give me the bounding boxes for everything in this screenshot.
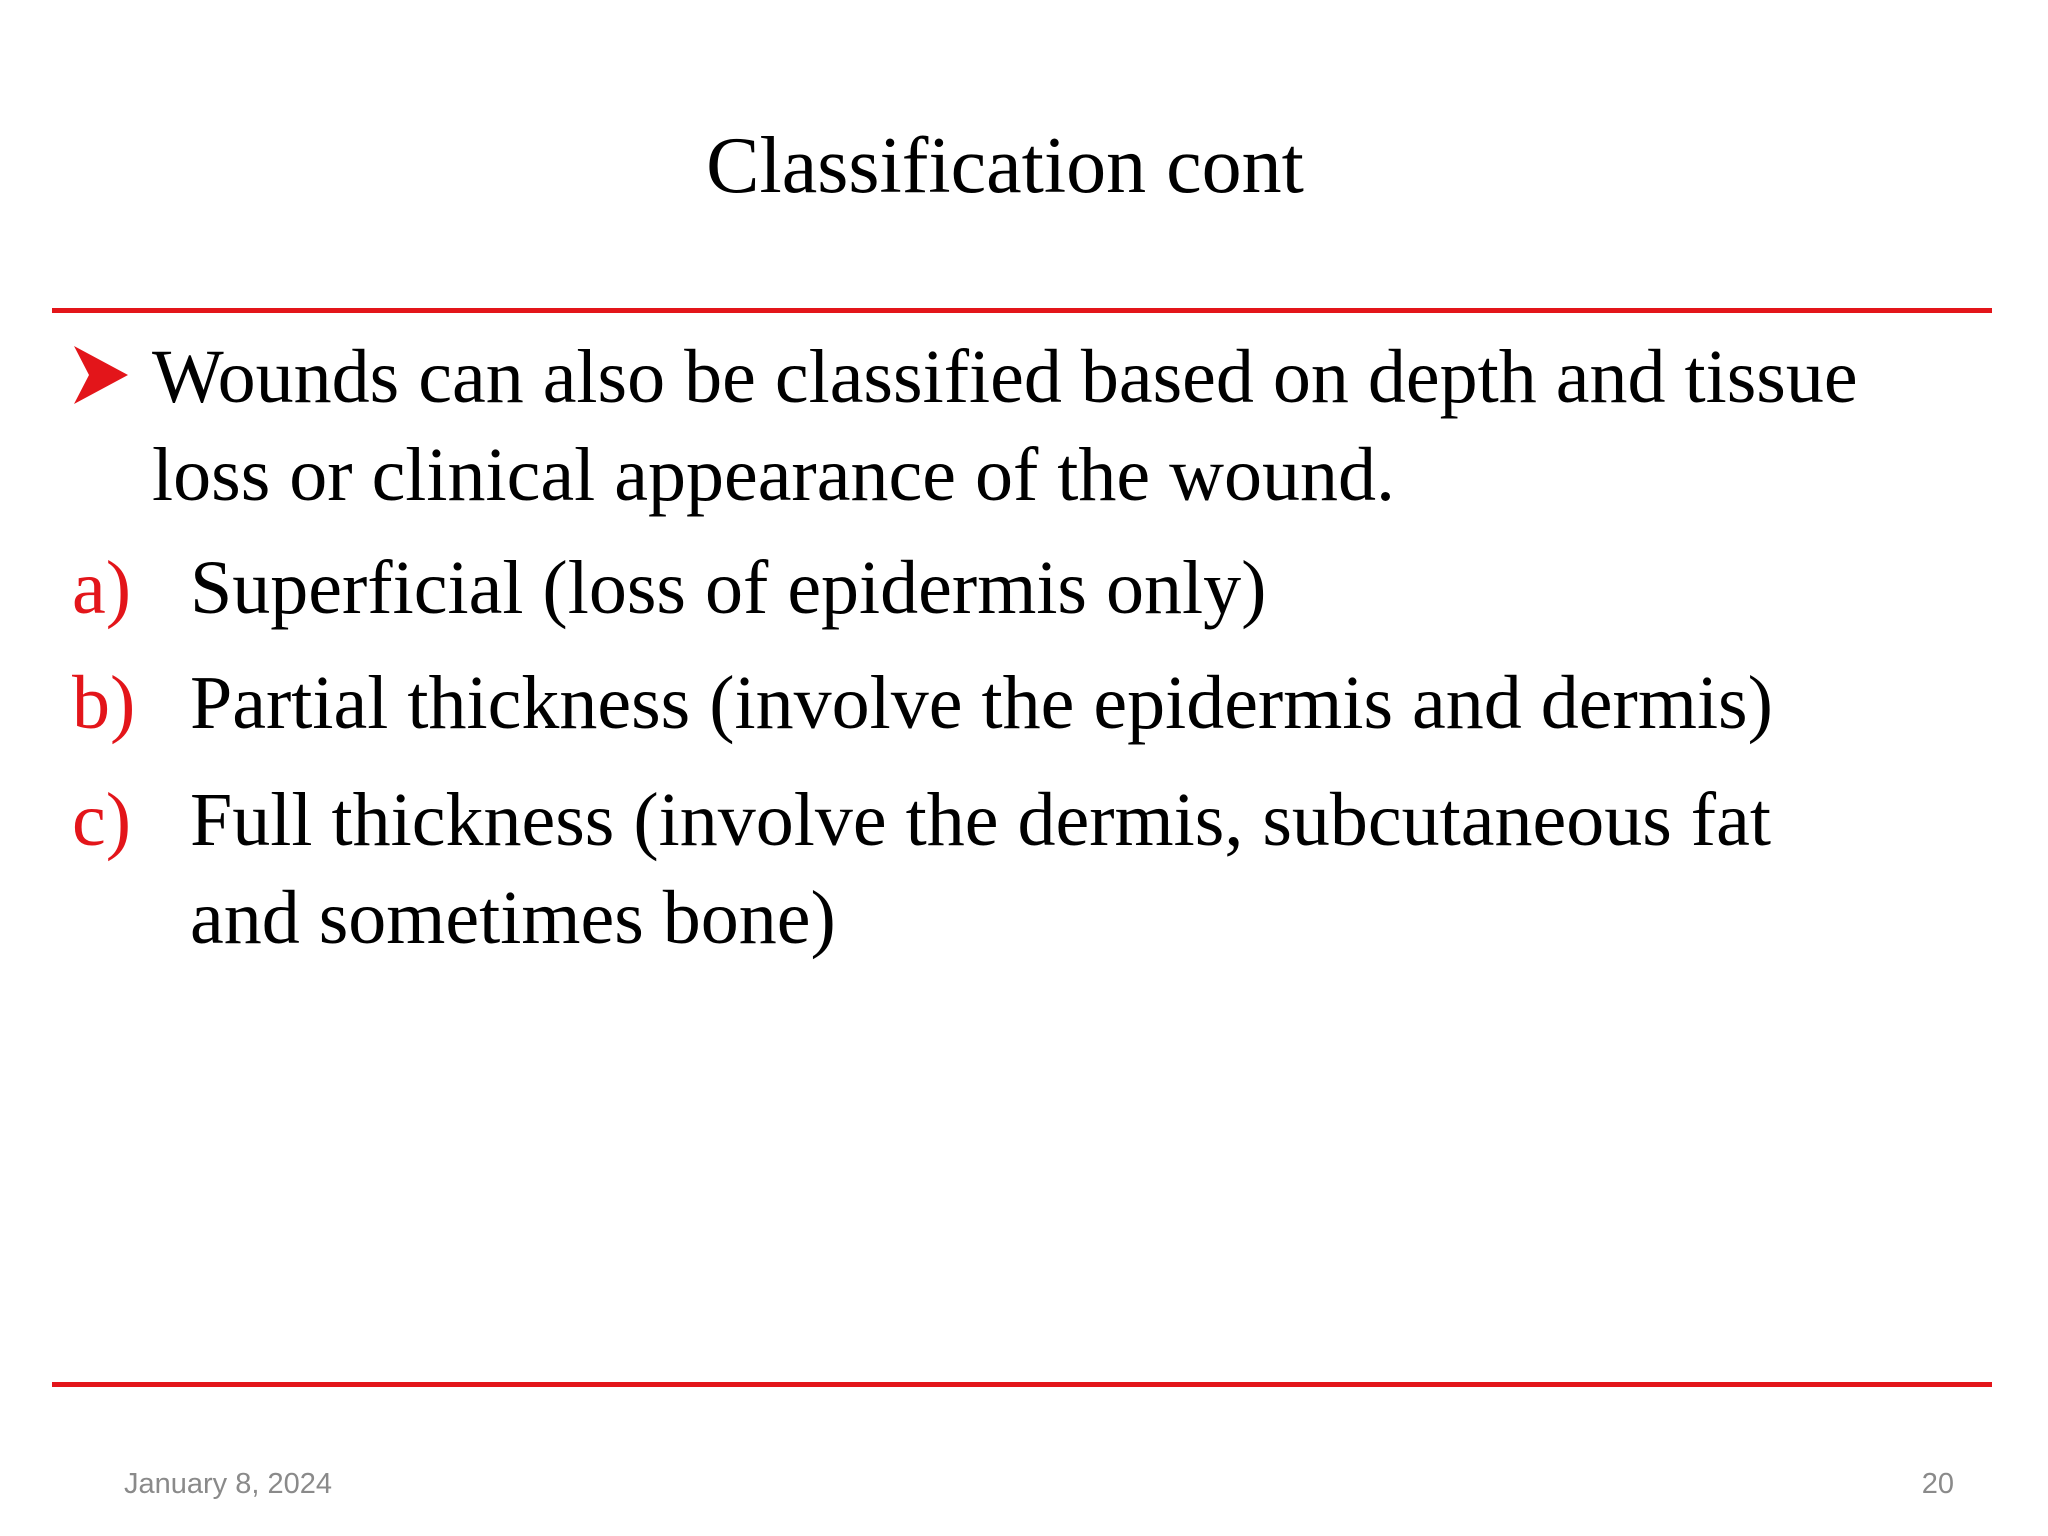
footer-date: January 8, 2024	[124, 1468, 332, 1500]
slide-title: Classification cont	[706, 122, 1304, 210]
list-item-line: Full thickness (involve the dermis, subcutaneous fat	[190, 778, 1771, 862]
bullet-line-2: loss or clinical appearance of the wound.	[152, 433, 1395, 517]
list-marker: b)	[72, 661, 136, 745]
list-item-line: Partial thickness (involve the epidermis and dermis)	[190, 661, 1773, 745]
list-item-line: and sometimes bone)	[190, 876, 836, 960]
arrow-bullet-icon	[72, 344, 130, 406]
list-marker: a)	[72, 546, 132, 630]
list-item-text	[190, 771, 1771, 967]
list-item-line: Superficial (loss of epidermis only)	[190, 546, 1267, 630]
bullet-line-1: Wounds can also be classified based on depth and tissue	[152, 335, 1858, 419]
list-marker: c)	[72, 778, 132, 862]
arrow-bullet-shape	[74, 346, 128, 404]
list-item-text	[190, 645, 1773, 761]
page-number: 20	[1921, 1468, 1954, 1500]
list-item-text	[190, 530, 1266, 646]
bottom-divider	[52, 1382, 1992, 1387]
bullet-text	[152, 328, 2048, 524]
